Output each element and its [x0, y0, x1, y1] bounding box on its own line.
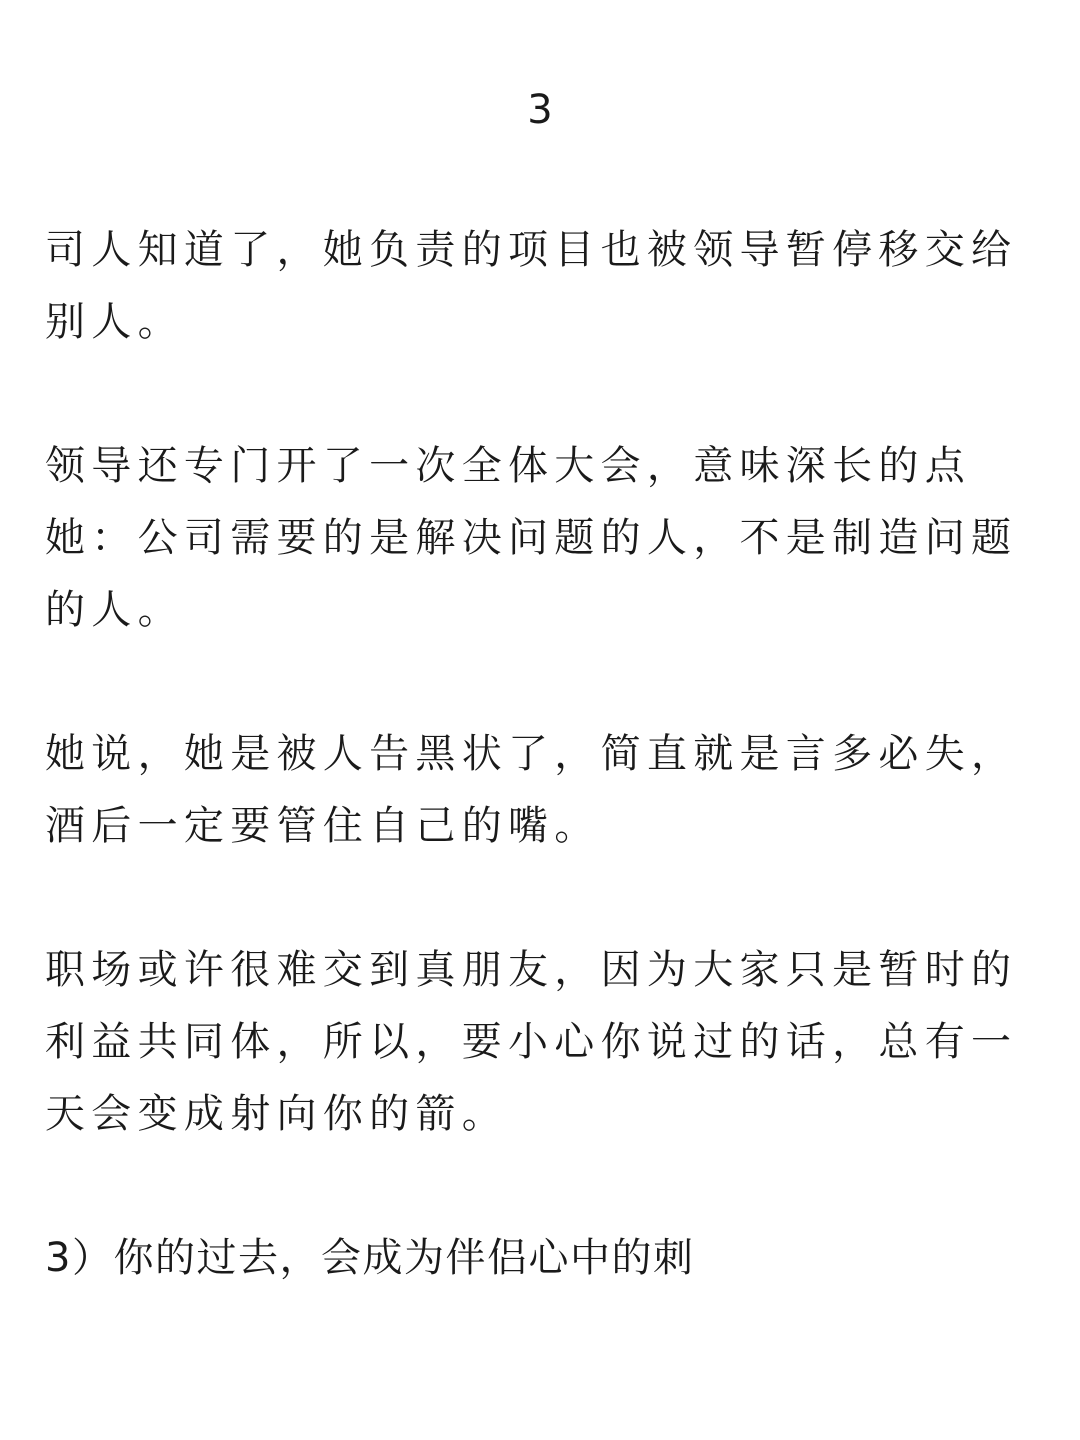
paragraph [45, 214, 1040, 358]
text-line: 职场或许很难交到真朋友，因为大家只是暂时的 [45, 947, 1018, 993]
text-line: 领导还专门开了一次全体大会，意味深长的点 [45, 443, 971, 489]
text-line: 的人。 [45, 587, 184, 633]
paragraph [45, 430, 1040, 646]
text-line: 利益共同体，所以，要小心你说过的话，总有一 [45, 1019, 1018, 1065]
text-line: 酒后一定要管住自己的嘴。 [45, 803, 601, 849]
paragraph [45, 934, 1040, 1150]
section-heading-text: 3）你的过去，会成为伴侣心中的刺 [45, 1235, 695, 1281]
section-heading [45, 1222, 1040, 1294]
paragraph [45, 718, 1040, 862]
article-body [45, 214, 1040, 1366]
text-line: 天会变成射向你的箭。 [45, 1091, 508, 1137]
text-line: 她说，她是被人告黑状了，简直就是言多必失， [45, 731, 1018, 777]
page-number: 3 [527, 87, 553, 133]
text-line: 别人。 [45, 299, 184, 345]
text-line: 她：公司需要的是解决问题的人，不是制造问题 [45, 515, 1018, 561]
text-line: 司人知道了，她负责的项目也被领导暂停移交给 [45, 227, 1018, 273]
